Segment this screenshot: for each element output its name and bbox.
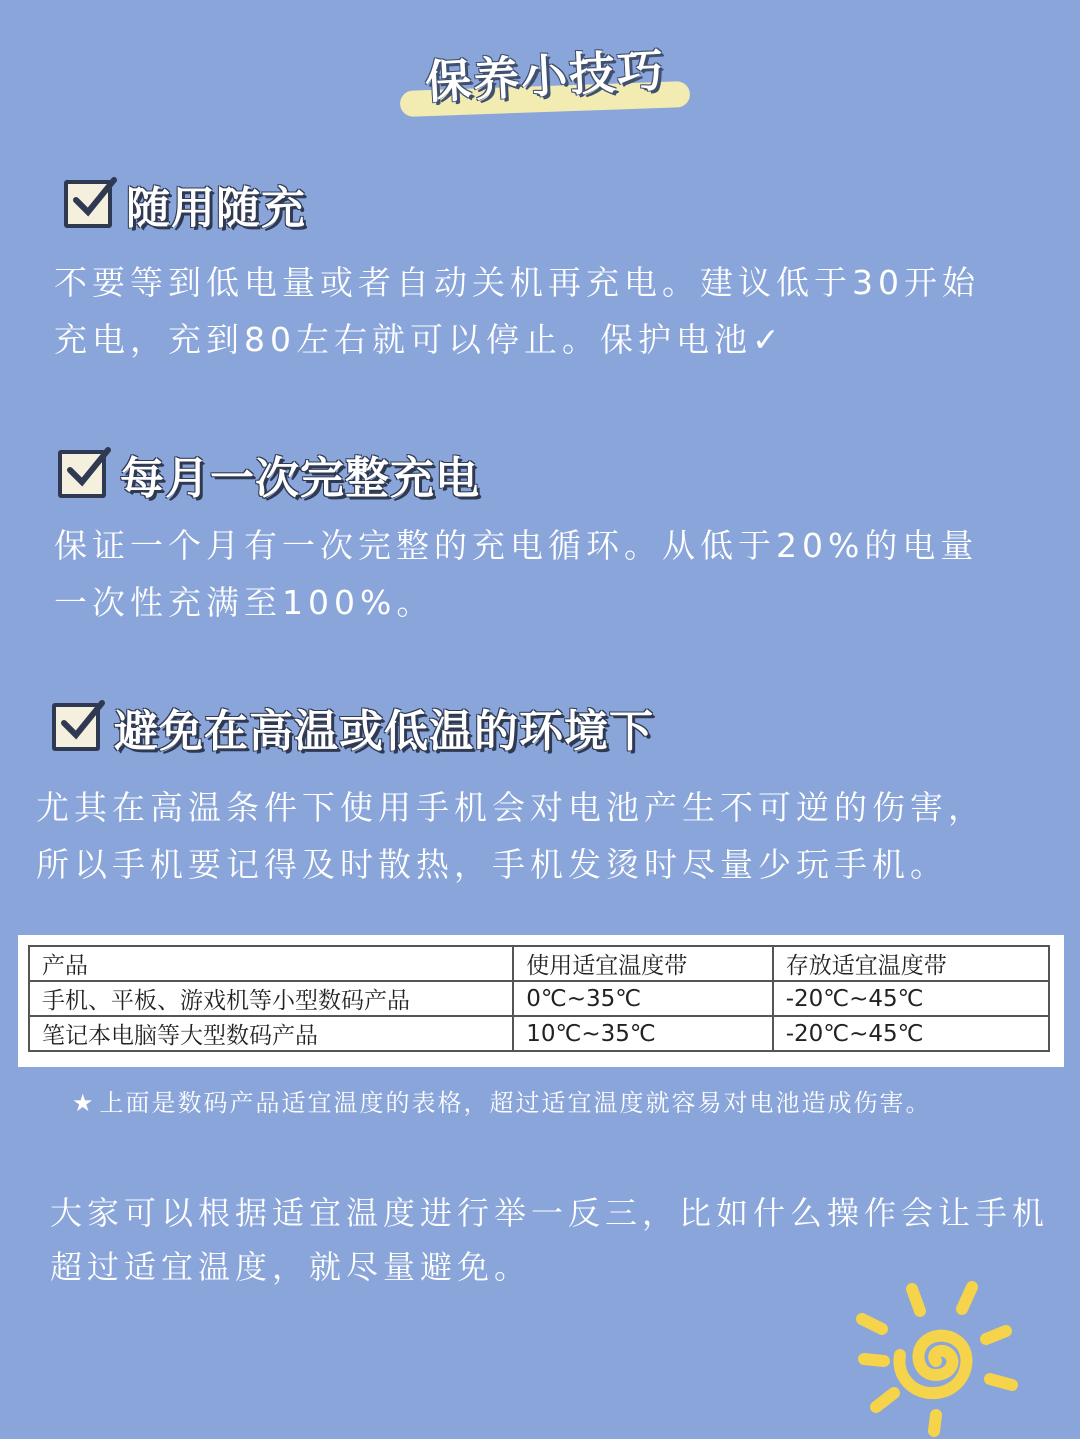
table-note [72, 1083, 932, 1118]
page-title-block [390, 30, 700, 120]
checkbox-icon [58, 450, 106, 498]
table-header-cell: 产品 [29, 946, 513, 981]
section-title-1: 随用随充 [126, 183, 306, 234]
table-cell: 0℃~35℃ [513, 981, 772, 1016]
section-line: 保证一个月有一次完整的充电循环。从低于20%的电量 [54, 526, 979, 565]
section-line: 不要等到低电量或者自动关机再充电。建议低于30开始 [54, 263, 980, 302]
section-line: 充电，充到80左右就可以停止。保护电池✓ [54, 320, 785, 359]
temperature-table-panel [18, 935, 1064, 1067]
section-line: 所以手机要记得及时散热，手机发烫时尽量少玩手机。 [36, 845, 948, 884]
section-body-1 [54, 254, 1054, 368]
section-line: 一次性充满至100%。 [54, 583, 435, 622]
checkbox-icon [64, 180, 112, 228]
section-body-3 [36, 779, 1066, 893]
sun-icon [850, 1275, 1020, 1439]
section-body-2 [54, 517, 1054, 631]
table-header-row [29, 946, 1049, 981]
section-heading-2 [58, 442, 480, 506]
table-header-cell: 存放适宜温度带 [773, 946, 1049, 981]
table-header-cell: 使用适宜温度带 [513, 946, 772, 981]
section-heading-1 [64, 172, 306, 236]
section-line: 尤其在高温条件下使用手机会对电池产生不可逆的伤害， [36, 788, 986, 827]
star-icon: ★ [72, 1089, 96, 1117]
table-cell: 手机、平板、游戏机等小型数码产品 [29, 981, 513, 1016]
table-note-text: 上面是数码产品适宜温度的表格，超过适宜温度就容易对电池造成伤害。 [99, 1089, 932, 1117]
closing-line: 超过适宜温度，就尽量避免。 [50, 1248, 532, 1286]
table-row [29, 981, 1049, 1016]
table-cell: -20℃~45℃ [773, 1016, 1049, 1051]
section-title-2: 每月一次完整充电 [120, 453, 480, 504]
table-row [29, 1016, 1049, 1051]
temperature-table [28, 945, 1050, 1052]
section-heading-3 [52, 695, 654, 759]
table-cell: 笔记本电脑等大型数码产品 [29, 1016, 513, 1051]
checkbox-icon [52, 703, 100, 751]
section-title-3: 避免在高温或低温的环境下 [114, 706, 654, 757]
closing-line: 大家可以根据适宜温度进行举一反三，比如什么操作会让手机 [50, 1194, 1050, 1232]
table-cell: -20℃~45℃ [773, 981, 1049, 1016]
table-cell: 10℃~35℃ [513, 1016, 772, 1051]
page-title: 保养小技巧 [423, 42, 667, 110]
